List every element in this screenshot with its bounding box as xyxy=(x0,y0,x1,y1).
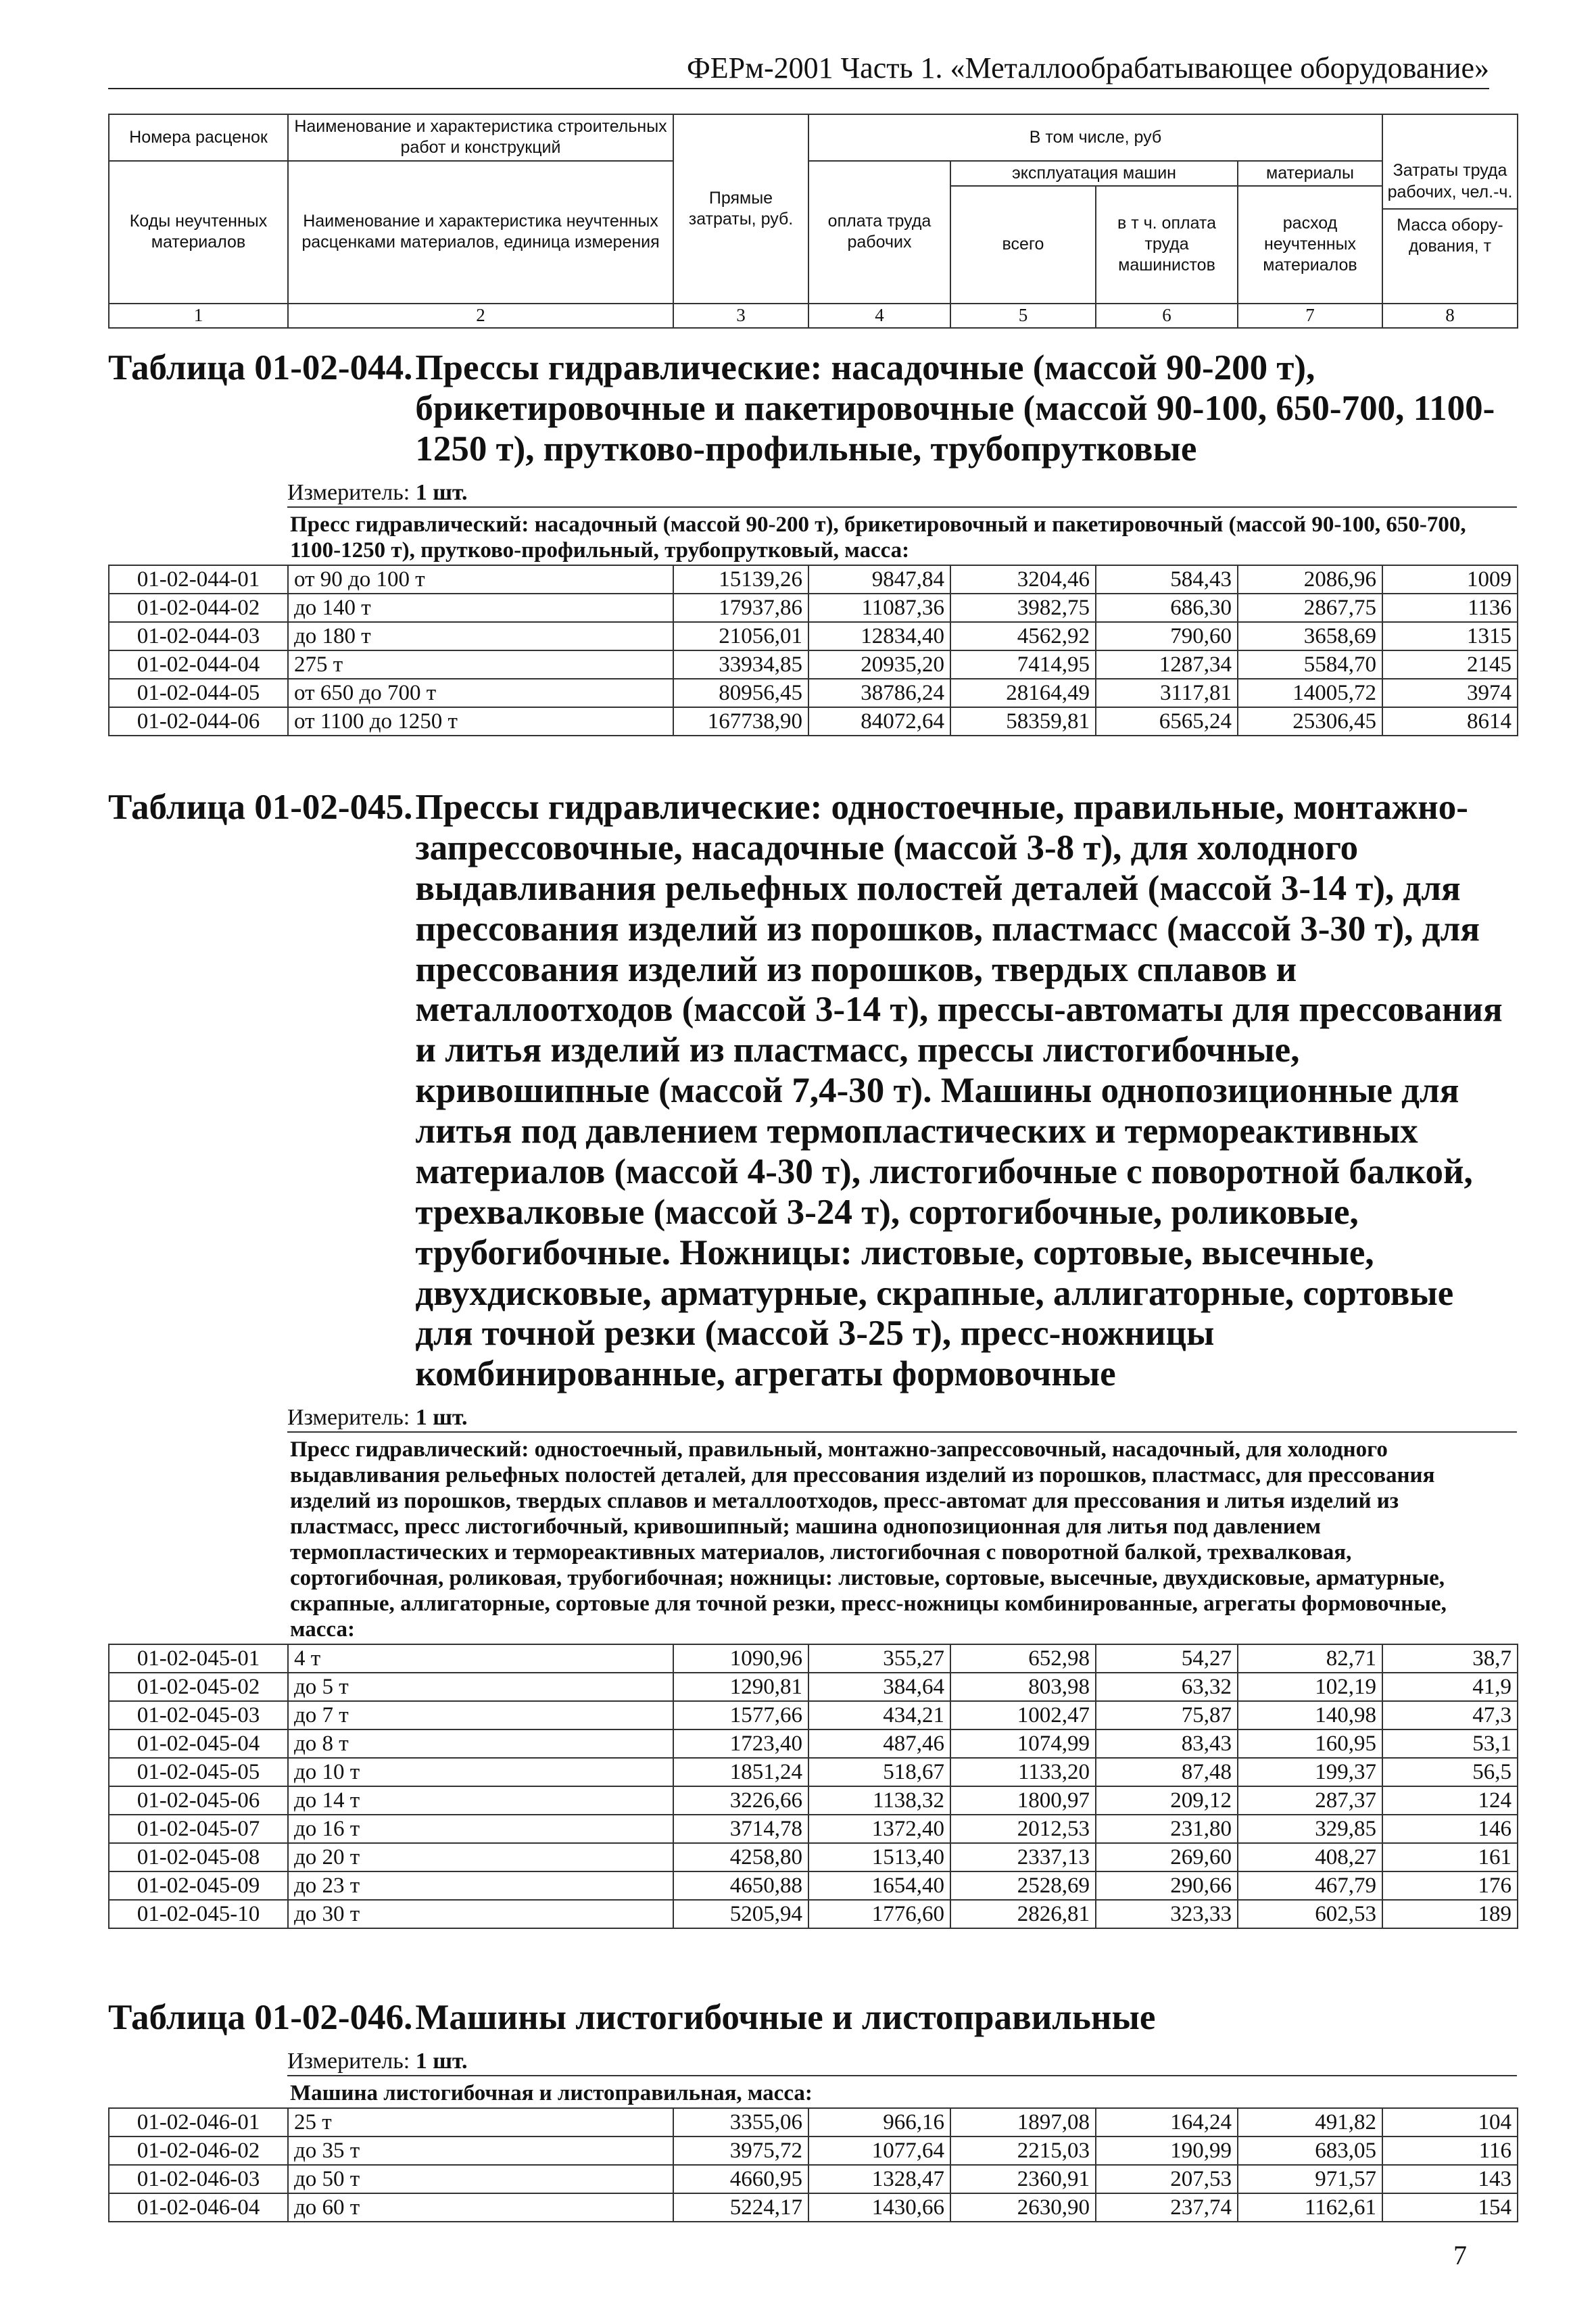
cell-code: 01-02-045-02 xyxy=(109,1673,288,1701)
direct-costs-header: Прямые затраты, руб. xyxy=(673,114,808,304)
table-row xyxy=(109,1815,1518,1843)
cell-total: 652,98 xyxy=(950,1644,1096,1673)
column-number: 5 xyxy=(950,304,1096,328)
column-number: 1 xyxy=(109,304,288,328)
cell-total: 2528,69 xyxy=(950,1871,1096,1900)
measure-line xyxy=(287,2048,1517,2075)
cell-direct: 4650,88 xyxy=(673,1871,808,1900)
measure-label: Измеритель: xyxy=(287,479,410,505)
table-row xyxy=(109,1871,1518,1900)
cell-total: 28164,49 xyxy=(950,679,1096,707)
column-number: 6 xyxy=(1096,304,1238,328)
page-header: ФЕРм-2001 Часть 1. «Металлообрабатывающее оборудование» xyxy=(108,49,1489,89)
cell-materials: 287,37 xyxy=(1238,1786,1382,1815)
cell-code: 01-02-044-04 xyxy=(109,650,288,679)
cell-labor: 41,9 xyxy=(1382,1673,1518,1701)
cell-labor: 8614 xyxy=(1382,707,1518,736)
table-row xyxy=(109,1758,1518,1786)
section-description: Машина листогибочная и листоправильная, масса: xyxy=(287,2075,1517,2107)
cell-materials: 2867,75 xyxy=(1238,594,1382,622)
cell-direct: 5224,17 xyxy=(673,2193,808,2222)
section-title xyxy=(108,1998,1517,2038)
cell-total: 1074,99 xyxy=(950,1729,1096,1758)
section-title xyxy=(108,348,1517,470)
cell-code: 01-02-044-05 xyxy=(109,679,288,707)
cell-code: 01-02-046-02 xyxy=(109,2137,288,2165)
cell-materials: 14005,72 xyxy=(1238,679,1382,707)
cell-materials: 199,37 xyxy=(1238,1758,1382,1786)
cell-pay: 384,64 xyxy=(808,1673,950,1701)
cell-direct: 1723,40 xyxy=(673,1729,808,1758)
cell-materials: 82,71 xyxy=(1238,1644,1382,1673)
table-row xyxy=(109,1843,1518,1871)
cell-direct: 1577,66 xyxy=(673,1701,808,1729)
cell-labor: 154 xyxy=(1382,2193,1518,2222)
cell-direct: 3355,06 xyxy=(673,2108,808,2137)
cell-code: 01-02-045-06 xyxy=(109,1786,288,1815)
cell-labor: 3974 xyxy=(1382,679,1518,707)
cell-materials: 25306,45 xyxy=(1238,707,1382,736)
cell-pay: 84072,64 xyxy=(808,707,950,736)
cell-name: до 8 т xyxy=(288,1729,673,1758)
column-number: 7 xyxy=(1238,304,1382,328)
table-row xyxy=(109,2108,1518,2137)
col2-bottom-header: Наименование и характеристика неучтенных расценками материалов, единица измерения xyxy=(288,161,673,304)
cell-code: 01-02-045-09 xyxy=(109,1871,288,1900)
column-number: 8 xyxy=(1382,304,1518,328)
cell-direct: 15139,26 xyxy=(673,565,808,594)
cell-machinists: 231,80 xyxy=(1096,1815,1238,1843)
cell-name: до 30 т xyxy=(288,1900,673,1928)
table-row xyxy=(109,1786,1518,1815)
cell-code: 01-02-044-01 xyxy=(109,565,288,594)
cell-machinists: 323,33 xyxy=(1096,1900,1238,1928)
cell-direct: 1090,96 xyxy=(673,1644,808,1673)
cell-machinists: 269,60 xyxy=(1096,1843,1238,1871)
cell-name: до 35 т xyxy=(288,2137,673,2165)
cell-machinists: 209,12 xyxy=(1096,1786,1238,1815)
operation-header: эксплуатация машин xyxy=(950,161,1238,186)
col1-top-header: Номера расценок xyxy=(109,114,288,161)
including-header: В том числе, руб xyxy=(808,114,1382,161)
cell-machinists: 87,48 xyxy=(1096,1758,1238,1786)
cell-pay: 38786,24 xyxy=(808,679,950,707)
cell-machinists: 83,43 xyxy=(1096,1729,1238,1758)
cell-materials: 683,05 xyxy=(1238,2137,1382,2165)
cell-machinists: 63,32 xyxy=(1096,1673,1238,1701)
measure-value: 1 шт. xyxy=(415,2048,468,2074)
table-section-046 xyxy=(108,1998,1517,2222)
labor-pay-header: оплата труда рабочих xyxy=(808,161,950,304)
cell-direct: 5205,94 xyxy=(673,1900,808,1928)
cell-direct: 3714,78 xyxy=(673,1815,808,1843)
equipment-mass-header: Масса обору-дования, т xyxy=(1397,215,1503,256)
cell-code: 01-02-045-05 xyxy=(109,1758,288,1786)
cell-total: 1897,08 xyxy=(950,2108,1096,2137)
section-code: Таблица 01-02-045. xyxy=(108,788,413,827)
cell-total: 7414,95 xyxy=(950,650,1096,679)
cell-total: 1133,20 xyxy=(950,1758,1096,1786)
cell-name: от 1100 до 1250 т xyxy=(288,707,673,736)
page-number: 7 xyxy=(1453,2240,1467,2270)
cell-code: 01-02-046-04 xyxy=(109,2193,288,2222)
cell-name: от 90 до 100 т xyxy=(288,565,673,594)
cell-name: 4 т xyxy=(288,1644,673,1673)
cell-pay: 487,46 xyxy=(808,1729,950,1758)
cell-machinists: 164,24 xyxy=(1096,2108,1238,2137)
cell-materials: 140,98 xyxy=(1238,1701,1382,1729)
cell-total: 3204,46 xyxy=(950,565,1096,594)
cell-pay: 1138,32 xyxy=(808,1786,950,1815)
table-row xyxy=(109,1701,1518,1729)
labor-costs-header: Затраты труда рабочих, чел.-ч. xyxy=(1383,158,1517,210)
cell-pay: 11087,36 xyxy=(808,594,950,622)
cell-materials: 602,53 xyxy=(1238,1900,1382,1928)
measure-line xyxy=(287,1404,1517,1431)
cell-code: 01-02-045-03 xyxy=(109,1701,288,1729)
section-description: Пресс гидравлический: насадочный (массой 90-200 т), брикетировочный и пакетировочный (массой 90-100, 650-700, 1100-1250 т), прутково-профильный, трубопрутковый, масса: xyxy=(287,506,1517,565)
cell-labor: 189 xyxy=(1382,1900,1518,1928)
cell-materials: 2086,96 xyxy=(1238,565,1382,594)
table-row xyxy=(109,622,1518,650)
cell-name: до 140 т xyxy=(288,594,673,622)
cell-total: 3982,75 xyxy=(950,594,1096,622)
price-table xyxy=(108,1644,1518,1929)
cell-total: 2215,03 xyxy=(950,2137,1096,2165)
cell-direct: 3975,72 xyxy=(673,2137,808,2165)
measure-label: Измеритель: xyxy=(287,2048,410,2074)
cell-machinists: 290,66 xyxy=(1096,1871,1238,1900)
cell-labor: 1009 xyxy=(1382,565,1518,594)
cell-materials: 102,19 xyxy=(1238,1673,1382,1701)
cell-labor: 53,1 xyxy=(1382,1729,1518,1758)
cell-direct: 1851,24 xyxy=(673,1758,808,1786)
column-header-table xyxy=(108,114,1518,329)
cell-name: до 16 т xyxy=(288,1815,673,1843)
cell-total: 2337,13 xyxy=(950,1843,1096,1871)
measure-label: Измеритель: xyxy=(287,1405,410,1431)
cell-labor: 38,7 xyxy=(1382,1644,1518,1673)
cell-labor: 1136 xyxy=(1382,594,1518,622)
cell-name: до 10 т xyxy=(288,1758,673,1786)
table-row xyxy=(109,565,1518,594)
cell-labor: 124 xyxy=(1382,1786,1518,1815)
section-heading: Прессы гидравлические: насадочные (массой 90-200 т), брикетировочные и пакетировочные (массой 90-100, 650-700, 1100-1250 т), прутково-профильные, трубопрутковые xyxy=(415,348,1495,469)
cell-labor: 143 xyxy=(1382,2165,1518,2193)
section-code: Таблица 01-02-046. xyxy=(108,1998,413,2037)
price-table xyxy=(108,2107,1518,2222)
cell-code: 01-02-044-06 xyxy=(109,707,288,736)
cell-total: 803,98 xyxy=(950,1673,1096,1701)
cell-pay: 1372,40 xyxy=(808,1815,950,1843)
cell-direct: 21056,01 xyxy=(673,622,808,650)
table-row xyxy=(109,2165,1518,2193)
cell-code: 01-02-044-03 xyxy=(109,622,288,650)
cell-pay: 1654,40 xyxy=(808,1871,950,1900)
cell-machinists: 3117,81 xyxy=(1096,679,1238,707)
cell-labor: 47,3 xyxy=(1382,1701,1518,1729)
cell-code: 01-02-044-02 xyxy=(109,594,288,622)
cell-direct: 33934,85 xyxy=(673,650,808,679)
cell-direct: 80956,45 xyxy=(673,679,808,707)
cell-machinists: 1287,34 xyxy=(1096,650,1238,679)
table-row xyxy=(109,1673,1518,1701)
measure-line xyxy=(287,479,1517,506)
cell-direct: 167738,90 xyxy=(673,707,808,736)
cell-materials: 408,27 xyxy=(1238,1843,1382,1871)
cell-code: 01-02-045-10 xyxy=(109,1900,288,1928)
table-row xyxy=(109,1900,1518,1928)
cell-code: 01-02-046-03 xyxy=(109,2165,288,2193)
cell-machinists: 584,43 xyxy=(1096,565,1238,594)
cell-pay: 1328,47 xyxy=(808,2165,950,2193)
cell-machinists: 686,30 xyxy=(1096,594,1238,622)
table-row xyxy=(109,2193,1518,2222)
table-row xyxy=(109,2137,1518,2165)
section-code: Таблица 01-02-044. xyxy=(108,348,413,387)
cell-total: 2826,81 xyxy=(950,1900,1096,1928)
cell-code: 01-02-046-01 xyxy=(109,2108,288,2137)
materials-usage-header: расход неучтенных материалов xyxy=(1238,186,1382,304)
cell-code: 01-02-045-08 xyxy=(109,1843,288,1871)
cell-total: 4562,92 xyxy=(950,622,1096,650)
cell-labor: 104 xyxy=(1382,2108,1518,2137)
cell-materials: 1162,61 xyxy=(1238,2193,1382,2222)
cell-code: 01-02-045-01 xyxy=(109,1644,288,1673)
materials-header: материалы xyxy=(1238,161,1382,186)
cell-total: 1002,47 xyxy=(950,1701,1096,1729)
cell-labor: 176 xyxy=(1382,1871,1518,1900)
cell-machinists: 75,87 xyxy=(1096,1701,1238,1729)
cell-total: 2630,90 xyxy=(950,2193,1096,2222)
cell-materials: 329,85 xyxy=(1238,1815,1382,1843)
cell-materials: 491,82 xyxy=(1238,2108,1382,2137)
cell-pay: 9847,84 xyxy=(808,565,950,594)
table-row xyxy=(109,707,1518,736)
cell-total: 58359,81 xyxy=(950,707,1096,736)
cell-pay: 12834,40 xyxy=(808,622,950,650)
table-row xyxy=(109,1729,1518,1758)
cell-total: 2012,53 xyxy=(950,1815,1096,1843)
column-number: 4 xyxy=(808,304,950,328)
cell-labor: 146 xyxy=(1382,1815,1518,1843)
table-row xyxy=(109,679,1518,707)
cell-pay: 1077,64 xyxy=(808,2137,950,2165)
cell-name: 25 т xyxy=(288,2108,673,2137)
section-description: Пресс гидравлический: одностоечный, правильный, монтажно-запрессовочный, насадочный, для холодного выдавливания рельефных полостей деталей, для прессования изделий из порошков, пластмасс, для прессования изделий из порошков, твердых сплавов и металлоотходов, пресс-автомат для прессования и литья изделий из пластмасс, пресс листогибочный, кривошипный; машина однопозиционная для литья под давлением термопластических и термореактивных материалов, листогибочная с поворотной балкой, трехвалковая, сортогибочная, роликовая, трубогибочная; ножницы: листовые, сортовые, высечные, двухдисковые, арматурные, скрапные, аллигаторные, сортовые для точной резки, пресс-ножницы комбинированные, агрегаты формовочные, масса: xyxy=(287,1431,1517,1644)
cell-machinists: 190,99 xyxy=(1096,2137,1238,2165)
cell-pay: 355,27 xyxy=(808,1644,950,1673)
cell-machinists: 237,74 xyxy=(1096,2193,1238,2222)
cell-pay: 434,21 xyxy=(808,1701,950,1729)
cell-name: от 650 до 700 т xyxy=(288,679,673,707)
cell-labor: 161 xyxy=(1382,1843,1518,1871)
cell-total: 2360,91 xyxy=(950,2165,1096,2193)
measure-value: 1 шт. xyxy=(415,479,468,505)
cell-direct: 3226,66 xyxy=(673,1786,808,1815)
table-row xyxy=(109,594,1518,622)
cell-name: до 7 т xyxy=(288,1701,673,1729)
cell-name: до 50 т xyxy=(288,2165,673,2193)
cell-labor: 116 xyxy=(1382,2137,1518,2165)
cell-materials: 3658,69 xyxy=(1238,622,1382,650)
column-number: 3 xyxy=(673,304,808,328)
cell-materials: 971,57 xyxy=(1238,2165,1382,2193)
cell-materials: 467,79 xyxy=(1238,1871,1382,1900)
table-section-044 xyxy=(108,348,1517,736)
cell-machinists: 6565,24 xyxy=(1096,707,1238,736)
section-heading: Машины листогибочные и листоправильные xyxy=(415,1998,1156,2037)
price-table xyxy=(108,565,1518,736)
cell-machinists: 54,27 xyxy=(1096,1644,1238,1673)
cell-pay: 1513,40 xyxy=(808,1843,950,1871)
cell-pay: 518,67 xyxy=(808,1758,950,1786)
cell-machinists: 790,60 xyxy=(1096,622,1238,650)
cell-pay: 1776,60 xyxy=(808,1900,950,1928)
cell-name: до 14 т xyxy=(288,1786,673,1815)
cell-code: 01-02-045-04 xyxy=(109,1729,288,1758)
cell-direct: 1290,81 xyxy=(673,1673,808,1701)
cell-pay: 20935,20 xyxy=(808,650,950,679)
cell-total: 1800,97 xyxy=(950,1786,1096,1815)
col1-bottom-header: Коды неучтенных материалов xyxy=(109,161,288,304)
cell-direct: 17937,86 xyxy=(673,594,808,622)
cell-direct: 4258,80 xyxy=(673,1843,808,1871)
measure-value: 1 шт. xyxy=(415,1405,468,1431)
section-heading: Прессы гидравлические: одностоечные, правильные, монтажно-запрессовочные, насадочные (массой 3-8 т), для холодного выдавливания рельефных полостей деталей (массой 3-14 т), для прессования изделий из порошков, пластмасс (массой 3-30 т), для прессования изделий из порошков, твердых сплавов и металлоотходов (массой 3-14 т), прессы-автоматы для прессования и литья изделий из пластмасс, прессы листогибочные, кривошипные (массой 7,4-30 т). Машины однопозиционные для литья под давлением термопластических и термореактивных материалов (массой 4-30 т), листогибочные с поворотной балкой, трехвалковые (массой 3-24 т), сортогибочные, роликовые, трубогибочные. Ножницы: листовые, сортовые, высечные, двухдисковые, арматурные, скрапные, аллигаторные, сортовые для точной резки (массой 3-25 т), пресс-ножницы комбинированные, агрегаты формовочные xyxy=(415,788,1503,1394)
cell-labor: 56,5 xyxy=(1382,1758,1518,1786)
cell-name: до 23 т xyxy=(288,1871,673,1900)
cell-machinists: 207,53 xyxy=(1096,2165,1238,2193)
cell-name: до 5 т xyxy=(288,1673,673,1701)
machinists-pay-header: в т ч. оплата труда машинистов xyxy=(1096,186,1238,304)
labor-mass-header xyxy=(1382,114,1518,304)
col2-top-header: Наименование и характеристика строительных работ и конструкций xyxy=(288,114,673,161)
cell-name: до 20 т xyxy=(288,1843,673,1871)
cell-materials: 160,95 xyxy=(1238,1729,1382,1758)
cell-labor: 2145 xyxy=(1382,650,1518,679)
cell-code: 01-02-045-07 xyxy=(109,1815,288,1843)
cell-pay: 1430,66 xyxy=(808,2193,950,2222)
cell-direct: 4660,95 xyxy=(673,2165,808,2193)
column-number: 2 xyxy=(288,304,673,328)
cell-pay: 966,16 xyxy=(808,2108,950,2137)
total-header: всего xyxy=(950,186,1096,304)
cell-labor: 1315 xyxy=(1382,622,1518,650)
cell-name: 275 т xyxy=(288,650,673,679)
cell-name: до 60 т xyxy=(288,2193,673,2222)
cell-name: до 180 т xyxy=(288,622,673,650)
table-section-045 xyxy=(108,788,1517,1929)
table-row xyxy=(109,1644,1518,1673)
cell-materials: 5584,70 xyxy=(1238,650,1382,679)
table-row xyxy=(109,650,1518,679)
section-title xyxy=(108,788,1517,1395)
